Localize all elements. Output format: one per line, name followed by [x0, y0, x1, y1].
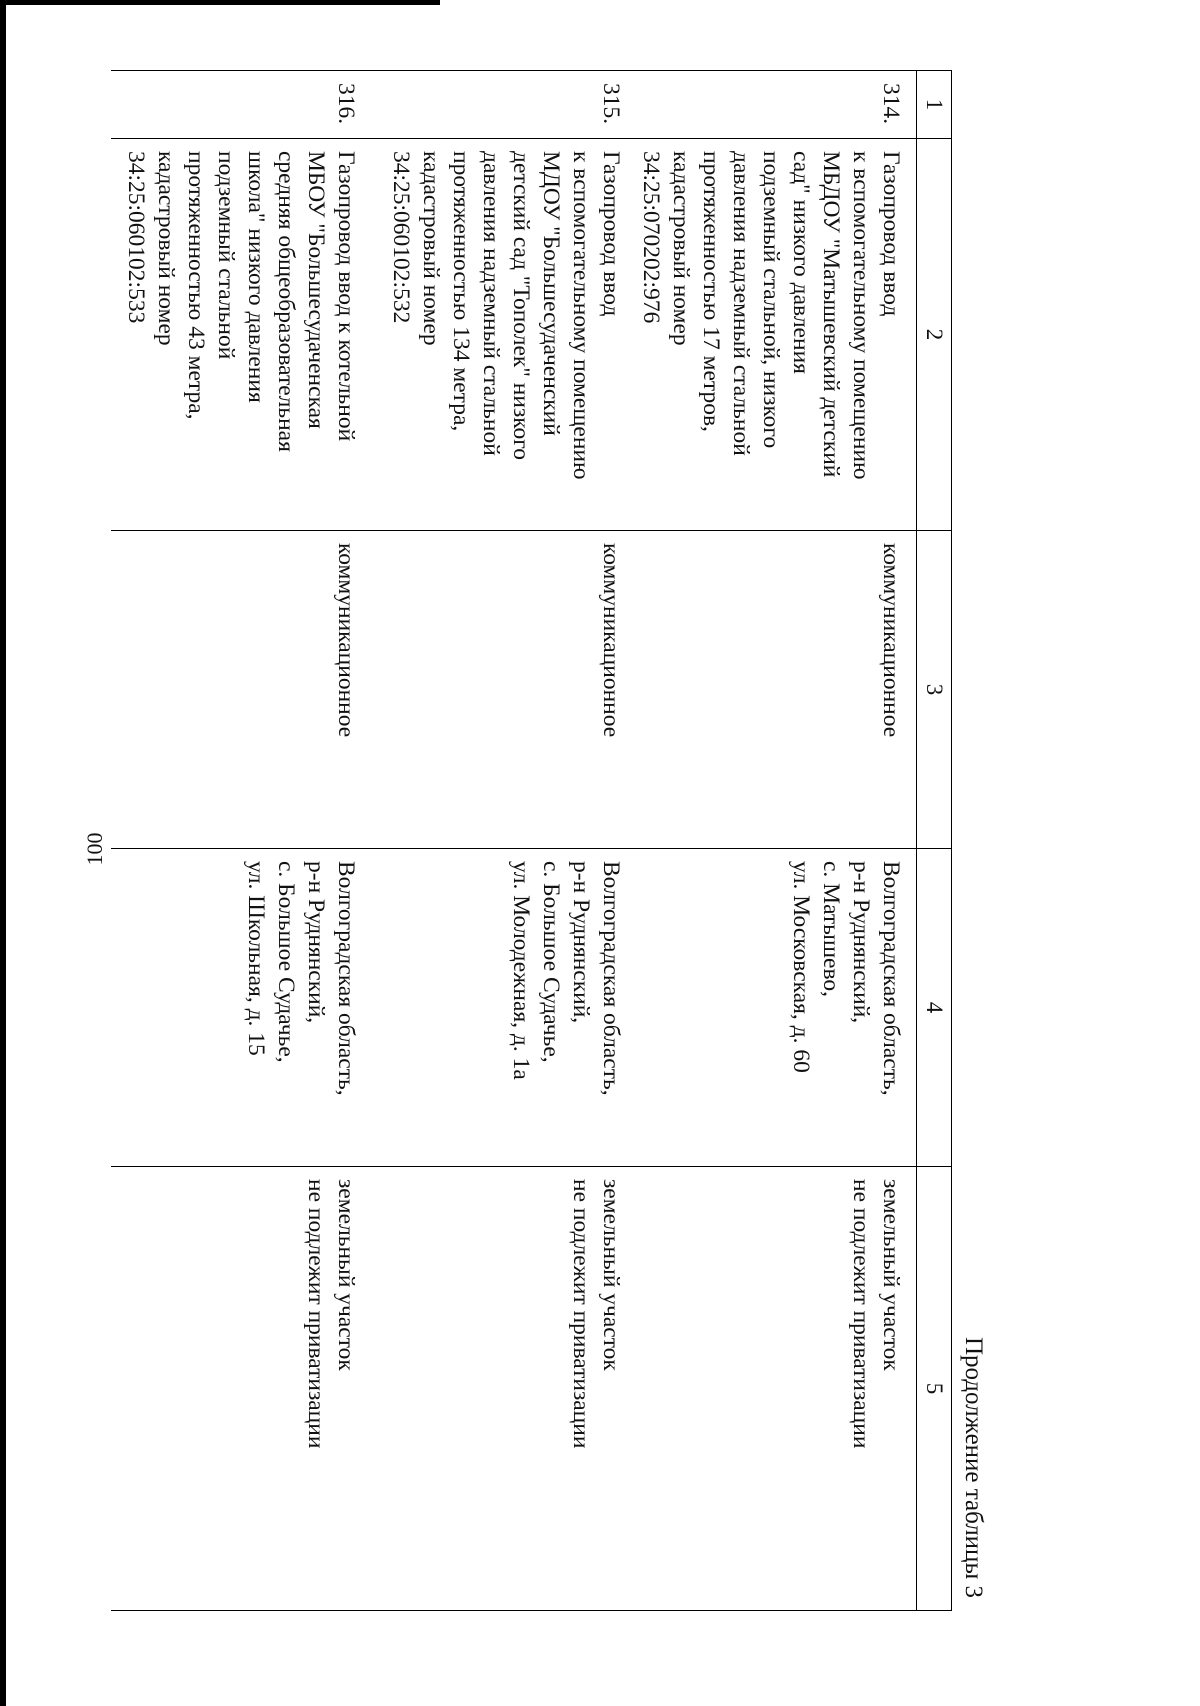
- object-address: Волгоградская область, р-н Руднянский, с. Большое Судачье, ул. Школьная, д. 15: [111, 849, 371, 1167]
- table-caption: Продолжение таблицы 3: [960, 1336, 987, 1598]
- object-purpose: коммуникационное: [371, 531, 636, 849]
- object-address: Волгоградская область, р-н Руднянский, с. Большое Судачье, ул. Молодежная, д. 1а: [371, 849, 636, 1167]
- object-purpose: коммуникационное: [111, 531, 371, 849]
- scan-top-border: [0, 0, 440, 5]
- column-header-3: 3: [917, 531, 952, 849]
- page-number: 100: [82, 832, 107, 866]
- object-note: земельный участок не подлежит приватизации: [636, 1167, 917, 1611]
- object-name: Газопровод ввод к вспомогательному помещению МБДОУ "Матышевский детский сад" низкого давления подземный стальной, низкого давления надземный стальной протяженностью 17 метров, кадастровый номер 34:25:070202:976: [636, 139, 917, 531]
- object-note: земельный участок не подлежит приватизации: [371, 1167, 636, 1611]
- property-table: [111, 70, 952, 1611]
- scan-left-border: [0, 0, 6, 1706]
- object-address: Волгоградская область, р-н Руднянский, с. Матышево, ул. Московская, д. 60: [636, 849, 917, 1167]
- row-number: 315.: [371, 71, 636, 139]
- object-note: земельный участок не подлежит приватизации: [111, 1167, 371, 1611]
- table-row: [111, 71, 371, 1611]
- rotated-table-frame: [123, 70, 1000, 1610]
- row-number: 314.: [636, 71, 917, 139]
- table-row: [636, 71, 917, 1611]
- table-header-row: [917, 71, 952, 1611]
- row-number: 316.: [111, 71, 371, 139]
- column-header-5: 5: [917, 1167, 952, 1611]
- column-header-1: 1: [917, 71, 952, 139]
- object-purpose: коммуникационное: [636, 531, 917, 849]
- table-row: [371, 71, 636, 1611]
- column-header-4: 4: [917, 849, 952, 1167]
- object-name: Газопровод ввод к котельной МБОУ "Большесудаченская средняя общеобразовательная школа" низкого давления подземный стальной протяженностью 43 метра, кадастровый номер 34:25:060102:533: [111, 139, 371, 531]
- object-name: Газопровод ввод к вспомогательному помещению МДОУ "Большесудаченский детский сад "Тополек" низкого давления надземный стальной протяженностью 134 метра, кадастровый номер 34:25:060102:532: [371, 139, 636, 531]
- column-header-2: 2: [917, 139, 952, 531]
